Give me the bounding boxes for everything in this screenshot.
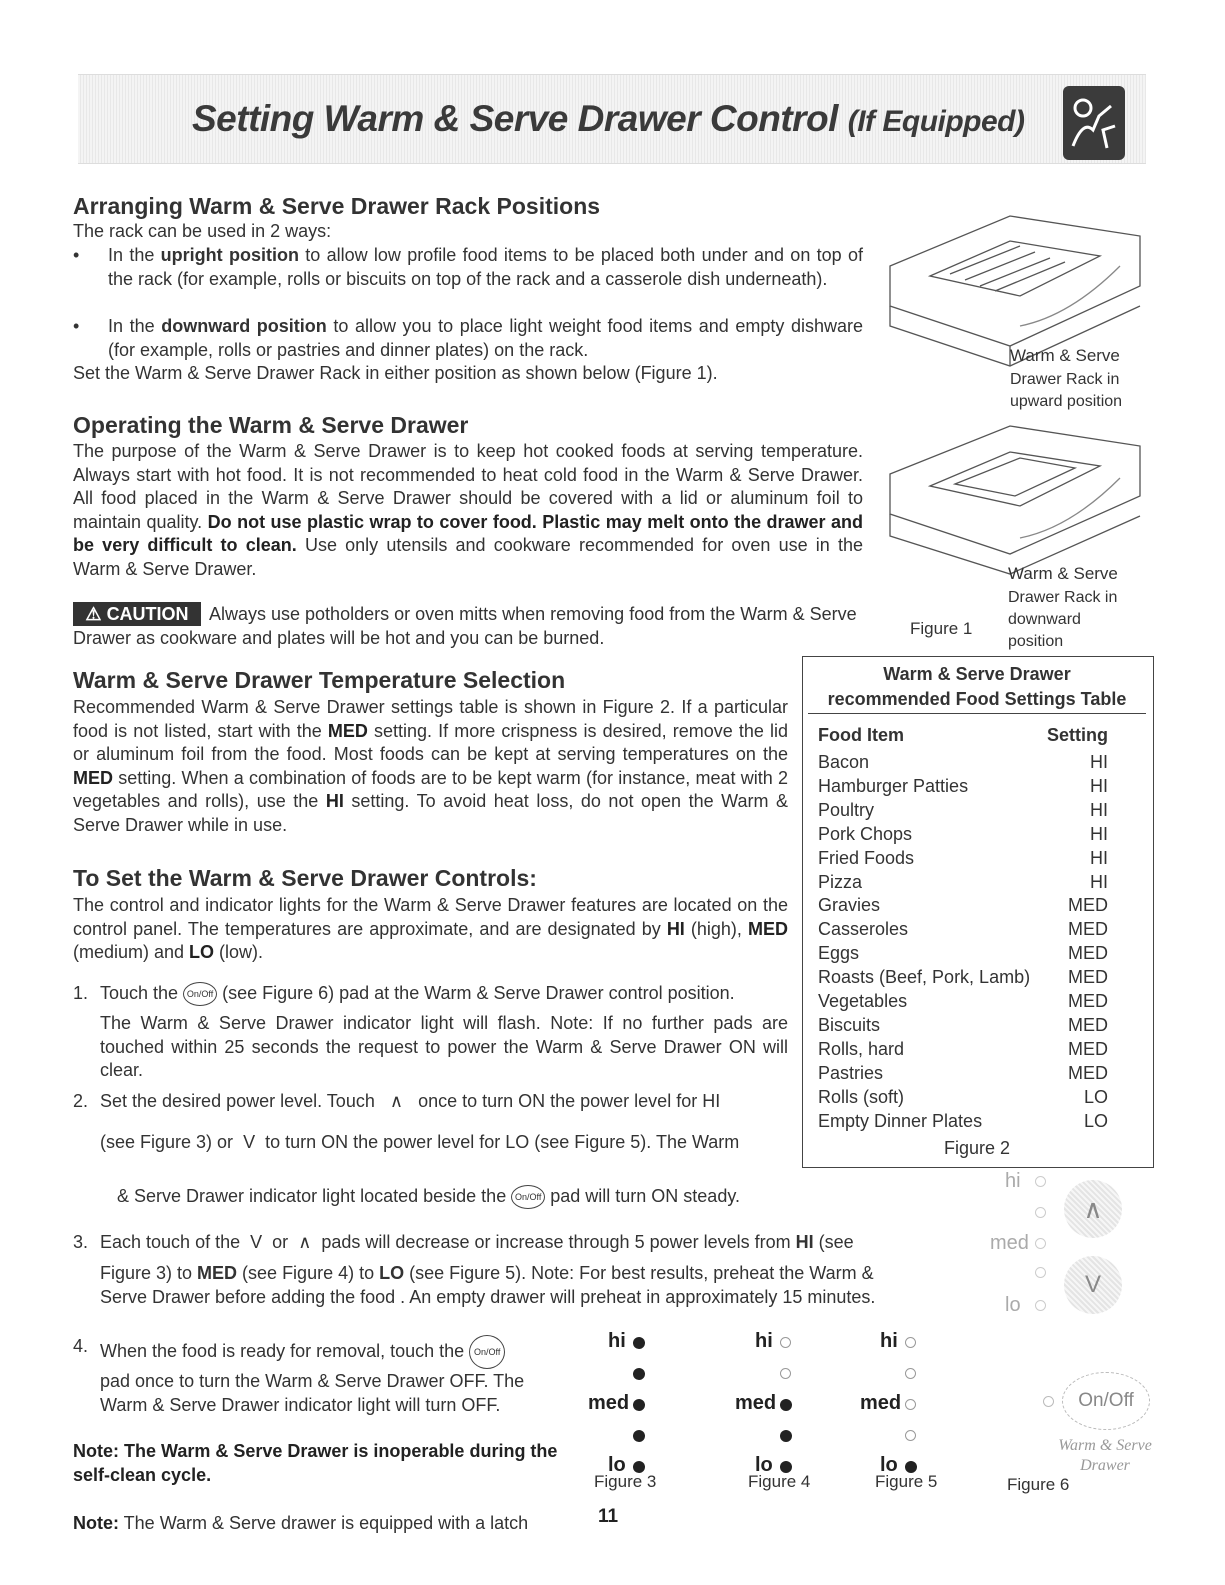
indicator-light-off [905,1368,916,1379]
operating-text: The purpose of the Warm & Serve Drawer is to keep hot cooked foods at serving temperature. Always start with hot food. It is not recommended to heat cold food in the Warm & Serve Drawer. All food placed in the Warm & Serve Drawer should be covered with a lid or aluminum foil to maintain quality. Do not use plastic wrap to cover food. Plastic may melt onto the drawer and be very difficult to clean. Use only utensils and cookware recommended for oven use in the Warm & Serve Drawer. [73,441,864,579]
fig1-lower-label-3: downward [1008,611,1081,628]
food-setting: MED [1068,1038,1108,1059]
food-item: Poultry [818,799,875,820]
panel-lo-light [1035,1300,1046,1311]
onoff-pad-icon: On/Off [469,1335,505,1369]
food-item: Biscuits [818,1014,881,1035]
table-title-1: Warm & Serve Drawer [883,664,1071,684]
food-setting: MED [1068,943,1108,964]
up-arrow-icon: ∧ [298,1232,312,1252]
page-number: 11 [598,1506,619,1527]
table-row [818,895,1108,916]
down-arrow-icon: V [243,1132,256,1152]
fig1-lower-label-4: position [1008,633,1064,650]
food-item: Hamburger Patties [818,775,969,796]
indicator-light-on [633,1337,645,1349]
food-setting: MED [1068,991,1108,1011]
figure6-caption: Figure 6 [1007,1475,1070,1494]
table-row [818,919,1108,940]
food-setting: HI [1090,775,1108,796]
indicator-light-on [780,1430,792,1442]
onoff-indicator-light [1043,1396,1054,1407]
step2-line2: (see Figure 3) or V to turn ON the power level for LO (see Figure 5). The Warm [100,1132,740,1152]
warm-serve-pad-label: Warm & Serve Drawer [1058,1437,1152,1474]
table-row [818,991,1108,1012]
table-header: Food Item Setting [818,725,1108,745]
onoff-pad[interactable]: On/Off [1062,1372,1150,1430]
food-item: Rolls (soft) [818,1086,905,1107]
chef-icon [1063,86,1125,160]
panel-hi-light [1035,1176,1046,1187]
food-item: Bacon [818,752,870,772]
table-row [818,776,1108,797]
indicator-label: med [588,1392,630,1414]
indicator-light-off [780,1337,791,1348]
figure2-caption: Figure 2 [943,1138,1011,1158]
table-row [818,872,1108,893]
food-item: Vegetables [818,991,908,1011]
indicator-light-off [905,1337,916,1348]
caution-badge: ⚠ CAUTION [73,602,201,626]
food-setting: MED [1068,1014,1108,1035]
food-item: Pork Chops [818,823,913,844]
self-clean-note: Note: The Warm & Serve Drawer is inoperable during the self-clean cycle. [73,1441,558,1485]
indicator-label: lo [755,1454,773,1476]
indicator-light-on [633,1430,645,1442]
bullet-upright: • In the upright position to allow low profile food items to be placed both under and on top of the rack (for example, rolls or biscuits on top of the rack and a casserole dish underneath). [73,245,863,289]
figure3-caption: Figure 3 [594,1472,657,1491]
drawer-downward-illustration [870,414,1150,589]
page-title: Setting Warm & Serve Drawer Control (If Equipped) [192,98,1025,139]
controls-intro: The control and indicator lights for the Warm & Serve Drawer features are located on the control panel. The temperatures are approximate, and are designated by HI (high), MED (medium) and LO (low). [73,895,788,963]
food-item: Rolls, hard [818,1038,905,1059]
food-item: Eggs [818,943,860,964]
rack-closing: Set the Warm & Serve Drawer Rack in either position as shown below (Figure 1). [73,363,718,383]
indicator-light-on [633,1399,645,1411]
food-setting: MED [1068,919,1108,940]
table-row [818,848,1108,869]
table-row [818,800,1108,821]
food-setting: HI [1090,752,1108,772]
latch-note: Note: The Warm & Serve drawer is equipped with a latch [73,1513,529,1533]
table-row [818,752,1108,773]
bullet-downward: • In the downward position to allow you to place light weight food items and empty dishware (for example, rolls or pastries and dinner plates) on the rack. [73,316,863,360]
indicator-label: hi [608,1330,626,1352]
figure4-caption: Figure 4 [748,1472,811,1491]
food-setting: HI [1090,871,1108,892]
temperature-text: Recommended Warm & Serve Drawer settings table is shown in Figure 2. If a particular food is not listed, start with the MED setting. If more crispness is desired, remove the lid or aluminum foil from the food. Most foods can be kept at serving temperatures on the MED setting. When a combination of foods are to be kept warm (for instance, meat with 2 vegetables and rolls), use the HI setting. To avoid heat loss, do not open the Warm & Serve Drawer while in use. [73,697,789,835]
food-setting: HI [1090,823,1108,844]
step1-text: Touch the On/Off (see Figure 6) pad at the Warm & Serve Drawer control position. [100,982,790,1006]
table-row [818,1015,1108,1036]
rack-intro: The rack can be used in 2 ways: [73,221,332,241]
food-setting: LO [1083,1086,1108,1107]
step4-number: 4. [73,1336,89,1356]
step3-line3: Serve Drawer before adding the food . An empty drawer will preheat in approximately 15 minutes. [100,1287,876,1307]
step3-number: 3. [73,1232,89,1252]
indicator-label: med [860,1392,902,1414]
fig1-lower-label-1: Warm & Serve [1008,564,1118,583]
food-setting: HI [1090,847,1108,868]
heading-temperature-selection: Warm & Serve Drawer Temperature Selection [73,667,566,693]
step2-line3: & Serve Drawer indicator light located beside the On/Off pad will turn ON steady. [117,1185,807,1209]
panel-hi-label: hi [1005,1170,1021,1192]
food-item: Empty Dinner Plates [818,1110,983,1131]
indicator-light-on [780,1399,792,1411]
step2-line1: Set the desired power level. Touch ∧ once to turn ON the power level for HI [100,1091,721,1111]
table-row [818,943,1108,964]
panel-mid2-light [1035,1267,1046,1278]
table-row [818,1111,1108,1132]
food-setting: MED [1068,967,1108,988]
food-item: Casseroles [818,919,909,940]
table-row [818,1039,1108,1060]
food-setting: MED [1068,1062,1108,1083]
figure1-caption: Figure 1 [910,619,973,638]
fig1-upper-label-3: upward position [1010,393,1123,410]
indicator-label: hi [880,1330,898,1352]
indicator-light-off [780,1368,791,1379]
step3-line2: Figure 3) to MED (see Figure 4) to LO (see Figure 5). Note: For best results, preheat the Warm & [100,1263,874,1283]
step4-line1: When the food is ready for removal, touch the On/Off [100,1335,570,1369]
table-title-2: recommended Food Settings Table [827,689,1127,709]
table-row [818,967,1108,988]
food-item: Roasts (Beef, Pork, Lamb) [818,967,1031,988]
fig1-upper-label-1: Warm & Serve [1010,346,1120,365]
caution-text: Always use potholders or oven mitts when removing food from the Warm & Serve Drawer as cookware and plates will be hot and you can be burned. [73,604,857,648]
figure5-caption: Figure 5 [875,1472,938,1491]
indicator-light-off [905,1399,916,1410]
heading-set-controls: To Set the Warm & Serve Drawer Controls: [73,865,537,891]
step1-number: 1. [73,983,89,1003]
panel-med-label: med [990,1232,1029,1254]
panel-mid-light [1035,1207,1046,1218]
table-divider [808,713,1146,714]
fig1-upper-label-2: Drawer Rack in [1010,371,1120,388]
panel-med-light [1035,1238,1046,1249]
food-item: Pastries [818,1062,884,1083]
up-arrow-icon: ∧ [389,1091,404,1111]
table-row [818,824,1108,845]
food-item: Pizza [818,871,863,892]
indicator-label: med [735,1392,777,1414]
food-item: Gravies [818,895,881,916]
step4-line2: pad once to turn the Warm & Serve Drawer OFF. The Warm & Serve Drawer indicator light will turn OFF. [100,1371,525,1415]
up-arrow-pad[interactable]: ∧ [1064,1180,1122,1238]
indicator-light-off [905,1430,916,1441]
down-arrow-icon: V [250,1232,263,1252]
step3-line1: Each touch of the V or ∧ pads will decrease or increase through 5 power levels from HI (see [100,1232,854,1252]
heading-rack-positions: Arranging Warm & Serve Drawer Rack Positions [73,193,601,219]
indicator-light-on [633,1368,645,1380]
indicator-label: lo [608,1454,626,1476]
step2-number: 2. [73,1091,89,1111]
food-setting: LO [1083,1110,1108,1131]
indicator-label: hi [755,1330,773,1352]
down-arrow-pad[interactable]: V [1064,1256,1122,1314]
table-row [818,1063,1108,1084]
step1-detail: The Warm & Serve Drawer indicator light will flash. Note: If no further pads are touched within 25 seconds the request to power the Warm & Serve Drawer ON will clear. [100,1013,788,1081]
table-row [818,1087,1108,1108]
fig1-lower-label-2: Drawer Rack in [1008,589,1118,606]
heading-operating: Operating the Warm & Serve Drawer [73,412,469,438]
food-setting: HI [1090,799,1108,820]
food-setting: MED [1068,895,1108,916]
indicator-label: lo [880,1454,898,1476]
onoff-pad-icon: On/Off [183,982,217,1006]
panel-lo-label: lo [1005,1294,1021,1316]
food-item: Fried Foods [818,847,915,868]
onoff-pad-icon: On/Off [511,1185,545,1209]
